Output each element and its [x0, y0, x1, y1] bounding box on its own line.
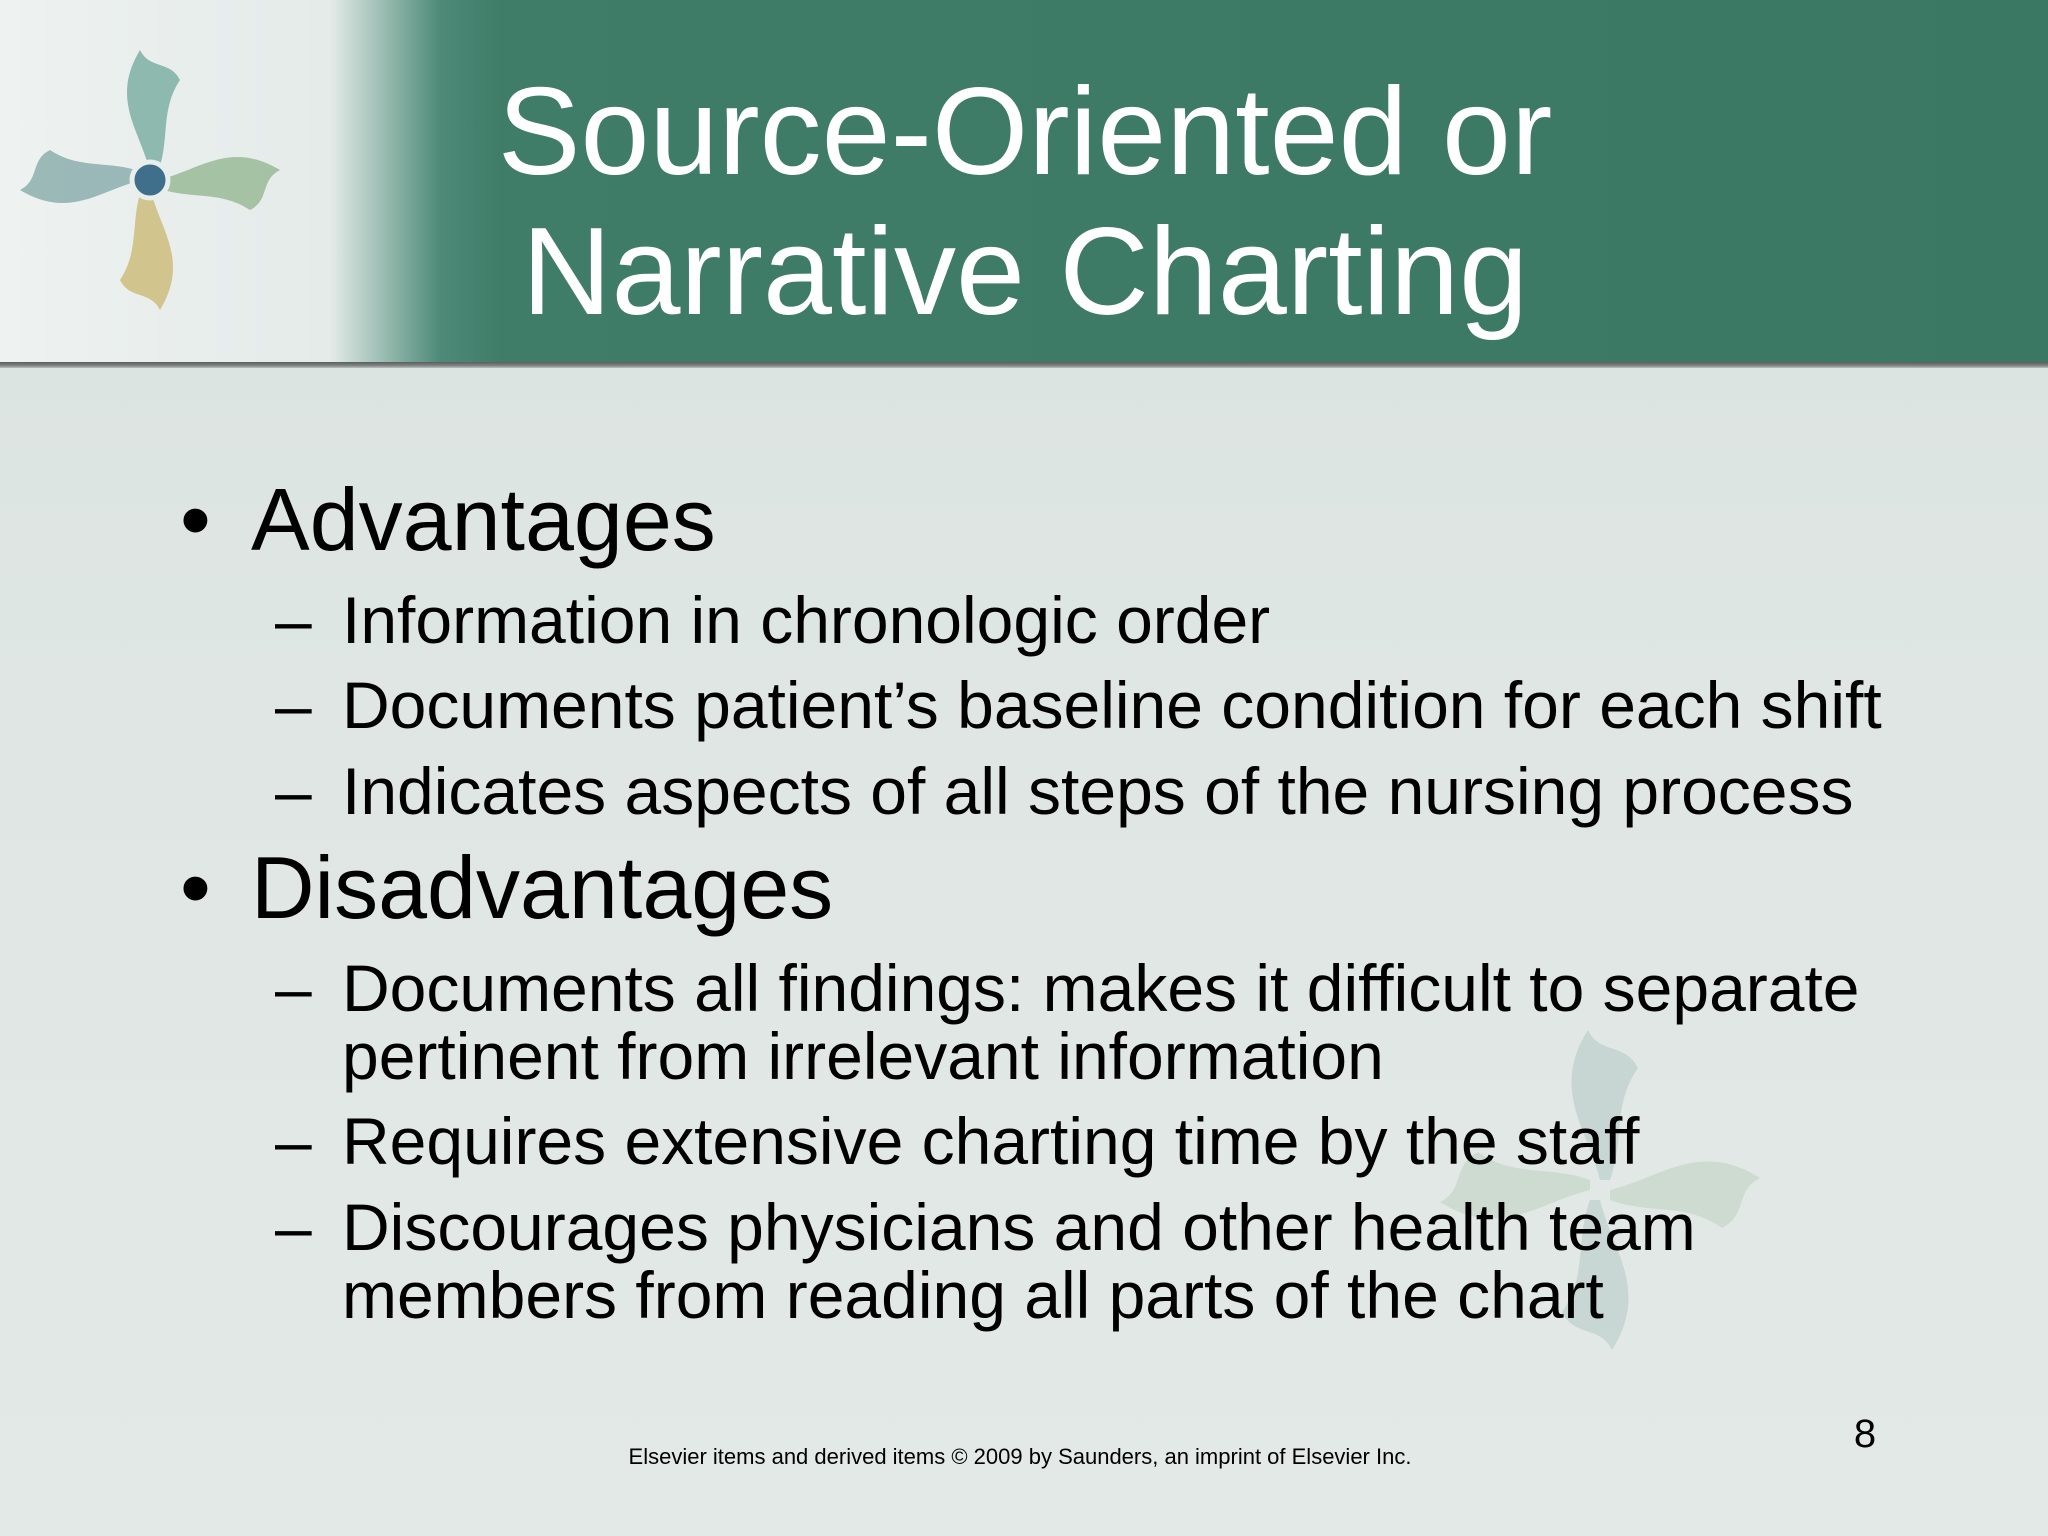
slide-title-line-2: Narrative Charting	[521, 203, 1529, 341]
sub-bullet-text: Documents patient’s baseline condition for each shift	[342, 668, 1882, 742]
bullet-label: Disadvantages	[251, 838, 834, 937]
dash-glyph: –	[275, 583, 312, 657]
dash-glyph: –	[275, 754, 312, 828]
sub-bullet-text: members from reading all parts of the chart	[342, 1258, 1604, 1332]
sub-bullet-text: Requires extensive charting time by the staff	[342, 1104, 1640, 1178]
footer-copyright: Elsevier items and derived items © 2009 by Saunders, an imprint of Elsevier Inc.	[628, 1444, 1412, 1469]
bullet-glyph: •	[180, 838, 211, 937]
sub-bullet-text: pertinent from irrelevant information	[342, 1019, 1384, 1093]
dash-glyph: –	[275, 1104, 312, 1178]
sub-bullet-text: Information in chronologic order	[342, 583, 1271, 657]
bullet-label: Advantages	[251, 470, 716, 569]
sub-bullet-text: Indicates aspects of all steps of the nursing process	[342, 754, 1854, 828]
sub-bullet-text: Discourages physicians and other health team	[342, 1190, 1696, 1264]
dash-glyph: –	[275, 951, 312, 1025]
dash-glyph: –	[275, 668, 312, 742]
slide-number: 8	[1853, 1412, 1877, 1456]
dash-glyph: –	[275, 1190, 312, 1264]
sub-bullet-text: Documents all findings: makes it difficult to separate	[342, 951, 1860, 1025]
bullet-glyph: •	[180, 470, 211, 569]
slide-title-line-1: Source-Oriented or	[497, 63, 1553, 201]
